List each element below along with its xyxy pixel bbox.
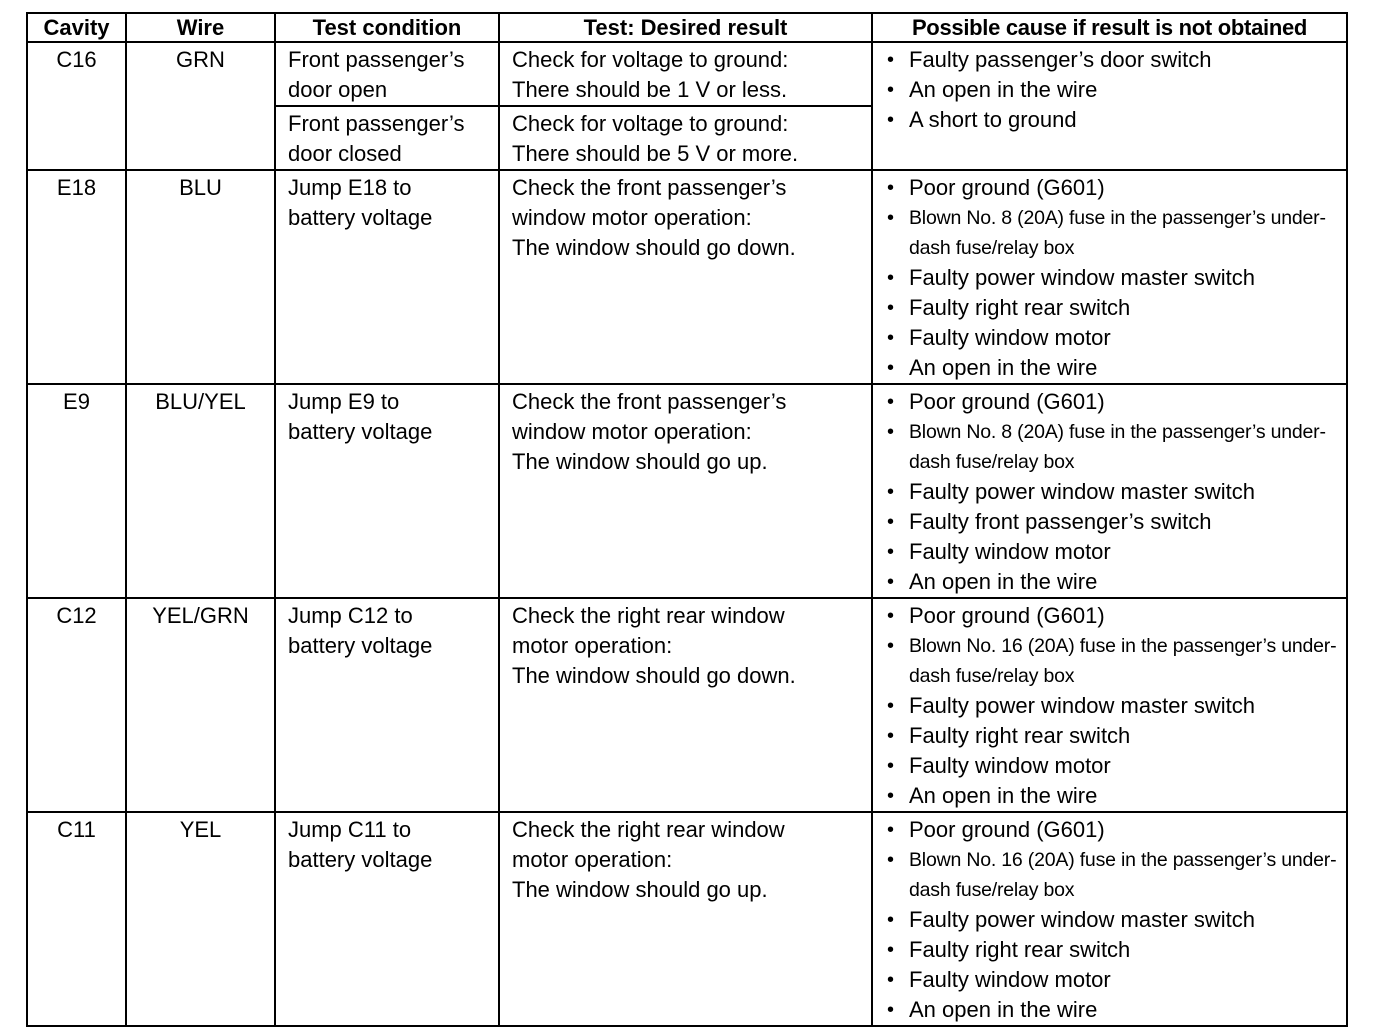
bullet-icon: • (887, 541, 895, 563)
wire-cell: GRN (126, 42, 275, 170)
bullet-icon: • (887, 999, 895, 1021)
list-item: • Faulty power window master switch (887, 477, 1342, 507)
wire-cell: YEL/GRN (126, 598, 275, 812)
bullet-icon: • (887, 849, 894, 871)
test-condition-cell: Jump C12 to battery voltage (275, 598, 499, 812)
cavity-cell: C11 (27, 812, 126, 1026)
list-item: • Poor ground (G601) (887, 601, 1342, 631)
test-condition-cell: Jump C11 to battery voltage (275, 812, 499, 1026)
bullet-icon: • (887, 635, 894, 657)
possible-cause-cell (872, 598, 1347, 812)
list-item: • An open in the wire (887, 353, 1342, 383)
troubleshooting-table (26, 12, 1348, 1027)
desired-result-cell: Check for voltage to ground: There should be 5 V or more. (499, 106, 872, 170)
cavity-cell: E9 (27, 384, 126, 598)
list-item: • An open in the wire (887, 995, 1342, 1025)
cause-list (873, 599, 1346, 811)
list-item: • Faulty right rear switch (887, 721, 1342, 751)
bullet-icon: • (887, 49, 895, 71)
cause-list (873, 171, 1346, 383)
cause-list (873, 385, 1346, 597)
list-item: • Poor ground (G601) (887, 173, 1342, 203)
list-item: • Faulty power window master switch (887, 905, 1342, 935)
troubleshooting-table-page (26, 12, 1346, 1027)
desired-result-cell: Check the right rear window motor operation: The window should go down. (499, 598, 872, 812)
desired-result-cell: Check for voltage to ground: There should be 1 V or less. (499, 42, 872, 106)
table-row-e18 (27, 170, 1347, 384)
cause-list (873, 43, 1346, 135)
test-condition-cell: Jump E18 to battery voltage (275, 170, 499, 384)
list-item: • An open in the wire (887, 567, 1342, 597)
list-item: • Poor ground (G601) (887, 387, 1342, 417)
list-item: • An open in the wire (887, 75, 1342, 105)
possible-cause-cell (872, 170, 1347, 384)
table-row-c12 (27, 598, 1347, 812)
cavity-cell: E18 (27, 170, 126, 384)
list-item: • Blown No. 16 (20A) fuse in the passenger’s under-dash fuse/relay box (887, 845, 1342, 905)
list-item: • Faulty window motor (887, 751, 1342, 781)
bullet-icon: • (887, 177, 895, 199)
bullet-icon: • (887, 207, 894, 229)
list-item: • Faulty passenger’s door switch (887, 45, 1342, 75)
bullet-icon: • (887, 267, 895, 289)
bullet-icon: • (887, 819, 895, 841)
header-test-condition: Test condition (275, 13, 499, 42)
table-row-c11 (27, 812, 1347, 1026)
bullet-icon: • (887, 571, 895, 593)
cavity-cell: C16 (27, 42, 126, 170)
list-item: • Faulty window motor (887, 965, 1342, 995)
bullet-icon: • (887, 421, 894, 443)
test-condition-cell: Front passenger’s door closed (275, 106, 499, 170)
bullet-icon: • (887, 605, 895, 627)
wire-cell: BLU/YEL (126, 384, 275, 598)
header-possible-cause: Possible cause if result is not obtained (872, 13, 1347, 42)
list-item: • Faulty power window master switch (887, 263, 1342, 293)
test-condition-cell: Jump E9 to battery voltage (275, 384, 499, 598)
list-item: • Faulty window motor (887, 323, 1342, 353)
header-wire: Wire (126, 13, 275, 42)
bullet-icon: • (887, 939, 895, 961)
list-item: • Faulty front passenger’s switch (887, 507, 1342, 537)
bullet-icon: • (887, 327, 895, 349)
possible-cause-cell (872, 42, 1347, 170)
list-item: • Blown No. 8 (20A) fuse in the passenger’s under-dash fuse/relay box (887, 203, 1342, 263)
cause-list (873, 813, 1346, 1025)
bullet-icon: • (887, 725, 895, 747)
list-item: • Faulty right rear switch (887, 293, 1342, 323)
bullet-icon: • (887, 969, 895, 991)
bullet-icon: • (887, 785, 895, 807)
bullet-icon: • (887, 109, 895, 131)
desired-result-cell: Check the front passenger’s window motor operation: The window should go down. (499, 170, 872, 384)
desired-result-cell: Check the front passenger’s window motor operation: The window should go up. (499, 384, 872, 598)
list-item: • Blown No. 8 (20A) fuse in the passenger’s under-dash fuse/relay box (887, 417, 1342, 477)
desired-result-cell: Check the right rear window motor operation: The window should go up. (499, 812, 872, 1026)
possible-cause-cell (872, 812, 1347, 1026)
bullet-icon: • (887, 511, 895, 533)
table-row-e9 (27, 384, 1347, 598)
bullet-icon: • (887, 79, 895, 101)
test-condition-cell: Front passenger’s door open (275, 42, 499, 106)
bullet-icon: • (887, 695, 895, 717)
list-item: • Faulty power window master switch (887, 691, 1342, 721)
wire-cell: YEL (126, 812, 275, 1026)
list-item: • Faulty window motor (887, 537, 1342, 567)
cavity-cell: C12 (27, 598, 126, 812)
table-header-row (27, 13, 1347, 42)
wire-cell: BLU (126, 170, 275, 384)
list-item: • Faulty right rear switch (887, 935, 1342, 965)
header-desired-result: Test: Desired result (499, 13, 872, 42)
list-item: • Poor ground (G601) (887, 815, 1342, 845)
bullet-icon: • (887, 391, 895, 413)
header-cavity: Cavity (27, 13, 126, 42)
bullet-icon: • (887, 755, 895, 777)
bullet-icon: • (887, 357, 895, 379)
list-item: • A short to ground (887, 105, 1342, 135)
table-row-c16-open (27, 42, 1347, 106)
bullet-icon: • (887, 481, 895, 503)
list-item: • An open in the wire (887, 781, 1342, 811)
bullet-icon: • (887, 909, 895, 931)
bullet-icon: • (887, 297, 895, 319)
list-item: • Blown No. 16 (20A) fuse in the passenger’s under-dash fuse/relay box (887, 631, 1342, 691)
possible-cause-cell (872, 384, 1347, 598)
